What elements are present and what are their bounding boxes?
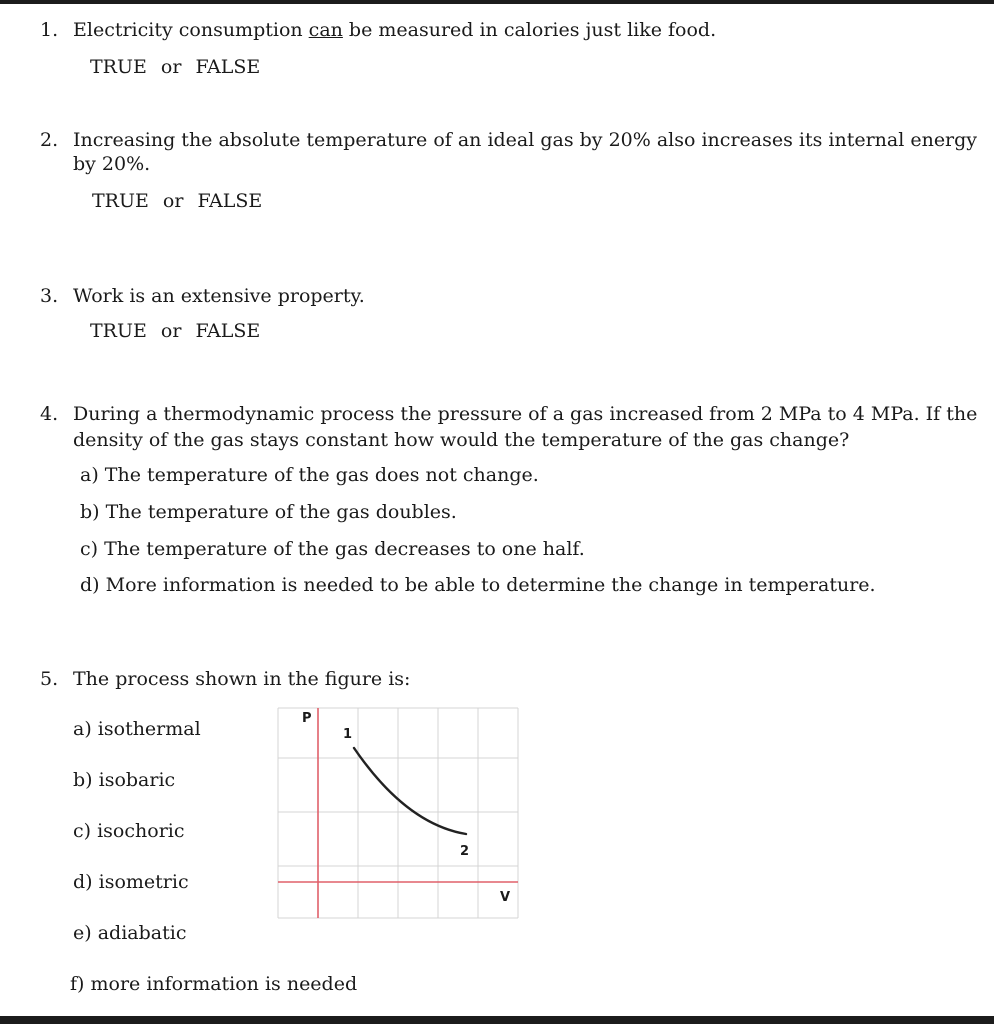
q1-answer-choices: TRUE or FALSE <box>90 56 261 78</box>
q5-option-d: d) isometric <box>73 871 189 893</box>
bottom-border <box>0 1016 994 1024</box>
state-2-label: 2 <box>460 844 470 859</box>
q2-text-line1: Increasing the absolute temperature of an ideal gas by 20% also increases its internal energy <box>73 129 978 151</box>
q2-text-line2: by 20%. <box>73 153 151 175</box>
top-border <box>0 0 994 4</box>
q1-number: 1. <box>40 19 59 41</box>
q5-option-a: a) isothermal <box>73 718 201 740</box>
q2-number: 2. <box>40 129 59 151</box>
q3-number: 3. <box>40 285 59 307</box>
q4-text-line1: During a thermodynamic process the pressure of a gas increased from 2 MPa to 4 MPa. If the <box>73 403 978 425</box>
q1-text: Electricity consumption can be measured in calories just like food. <box>73 19 717 41</box>
q4-option-b: b) The temperature of the gas doubles. <box>80 501 457 523</box>
q3-answer-choices: TRUE or FALSE <box>90 320 261 342</box>
q2-answer-choices: TRUE or FALSE <box>92 190 263 212</box>
q4-text-line2: density of the gas stays constant how would the temperature of the gas change? <box>73 429 850 451</box>
q5-text: The process shown in the figure is: <box>73 668 411 690</box>
q4-option-d: d) More information is needed to be able to determine the change in temperature. <box>80 574 876 596</box>
q5-number: 5. <box>40 668 59 690</box>
q5-option-e: e) adiabatic <box>73 922 187 944</box>
p-axis-label: P <box>302 711 312 726</box>
state-1-label: 1 <box>343 727 353 742</box>
pv-grid <box>278 708 518 918</box>
v-axis-label: V <box>500 890 511 905</box>
q5-option-b: b) isobaric <box>73 769 176 791</box>
pv-diagram <box>270 700 522 922</box>
q5-option-c: c) isochoric <box>73 820 185 842</box>
q5-option-f: f) more information is needed <box>70 973 358 995</box>
q1-underlined-word: can <box>308 19 343 41</box>
process-curve <box>354 748 466 834</box>
q3-text: Work is an extensive property. <box>73 285 365 307</box>
q4-option-a: a) The temperature of the gas does not change. <box>80 464 539 486</box>
q4-number: 4. <box>40 403 59 425</box>
q4-option-c: c) The temperature of the gas decreases to one half. <box>80 538 585 560</box>
